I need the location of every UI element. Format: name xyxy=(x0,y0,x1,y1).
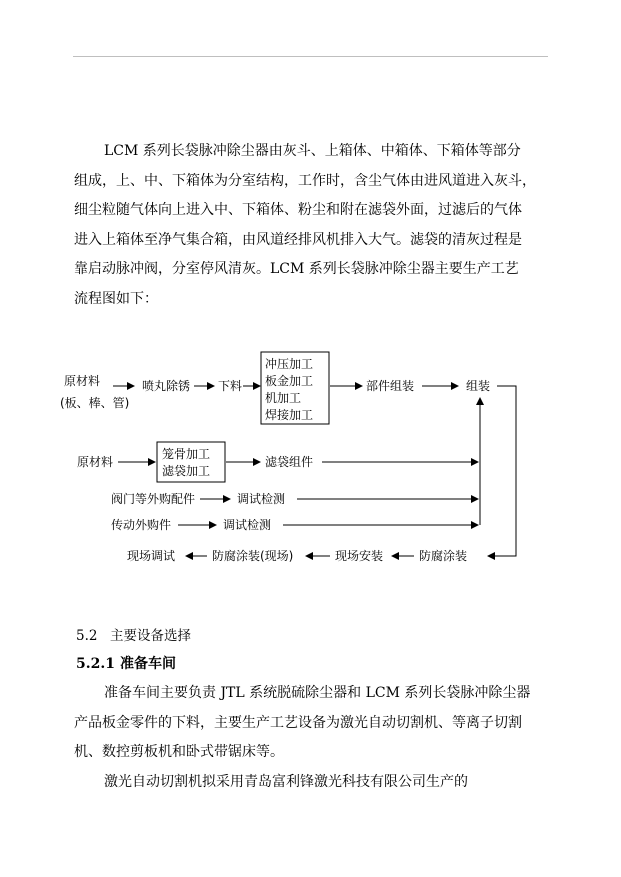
body-line: 准备车间主要负责 JTL 系统脱硫除尘器和 LCM 系列长袋脉冲除尘器 xyxy=(104,685,531,701)
body-paragraph-2 xyxy=(74,768,554,798)
intro-line: 靠启动脉冲阀，分室停风清灰。LCM 系列长袋脉冲除尘器主要生产工艺 xyxy=(74,261,519,277)
section-title: 主要设备选择 xyxy=(110,628,191,644)
intro-line: 流程图如下： xyxy=(74,290,158,307)
cage-bag-step: 滤袋加工 xyxy=(162,464,211,478)
test-label-1: 调试检测 xyxy=(237,492,286,506)
raw-material-sub-label: (板、棒、管) xyxy=(60,396,130,410)
machining-step: 机加工 xyxy=(265,391,302,405)
subsection-number: 5.2.1 xyxy=(76,656,115,672)
section-number: 5.2 xyxy=(76,628,98,644)
body-paragraph xyxy=(74,679,554,768)
section-heading-5-2-1 xyxy=(76,653,176,673)
body-line: 激光自动切割机拟采用青岛富利锋激光科技有限公司生产的 xyxy=(104,774,468,790)
parts-assembly-label: 部件组装 xyxy=(366,379,415,393)
shot-blast-label: 喷丸除锈 xyxy=(142,379,191,393)
machining-step: 板金加工 xyxy=(265,374,314,388)
machining-step: 冲压加工 xyxy=(265,357,314,371)
intro-line: 细尘粒随气体向上进入中、下箱体、粉尘和附在滤袋外面，过滤后的气体 xyxy=(74,202,522,218)
site-anticorrosion-label: 防腐涂装(现场) xyxy=(212,549,294,563)
section-heading-5-2 xyxy=(76,624,191,644)
bag-assembly-label: 滤袋组件 xyxy=(265,455,314,469)
intro-line: LCM 系列长袋脉冲除尘器由灰斗、上箱体、中箱体、下箱体等部分 xyxy=(104,143,521,159)
test-label-2: 调试检测 xyxy=(223,518,272,532)
return-line xyxy=(488,386,516,556)
intro-line: 组成，上、中、下箱体为分室结构，工作时，含尘气体由进风道进入灰斗， xyxy=(74,172,536,189)
raw-material-2-label: 原材料 xyxy=(77,455,114,469)
body-line: 机、数控剪板机和卧式带锯床等。 xyxy=(74,744,284,760)
raw-material-label: 原材料 xyxy=(64,374,101,388)
intro-line: 进入上箱体至净气集合箱，由风道经排风机排入大气。滤袋的清灰过程是 xyxy=(74,231,522,248)
subsection-title: 准备车间 xyxy=(120,656,176,672)
valves-label: 阀门等外购配件 xyxy=(111,492,196,506)
blanking-label: 下料 xyxy=(218,379,243,393)
drive-parts-label: 传动外购件 xyxy=(111,518,172,532)
cage-bag-step: 笼骨加工 xyxy=(162,447,211,461)
site-install-label: 现场安装 xyxy=(335,549,384,563)
anticorrosion-label: 防腐涂装 xyxy=(419,549,468,563)
site-debug-label: 现场调试 xyxy=(127,549,176,563)
machining-step: 焊接加工 xyxy=(265,408,314,422)
body-line: 产品板金零件的下料，主要生产工艺设备为激光自动切割机、等离子切割 xyxy=(74,714,522,731)
assembly-label: 组装 xyxy=(466,379,491,393)
